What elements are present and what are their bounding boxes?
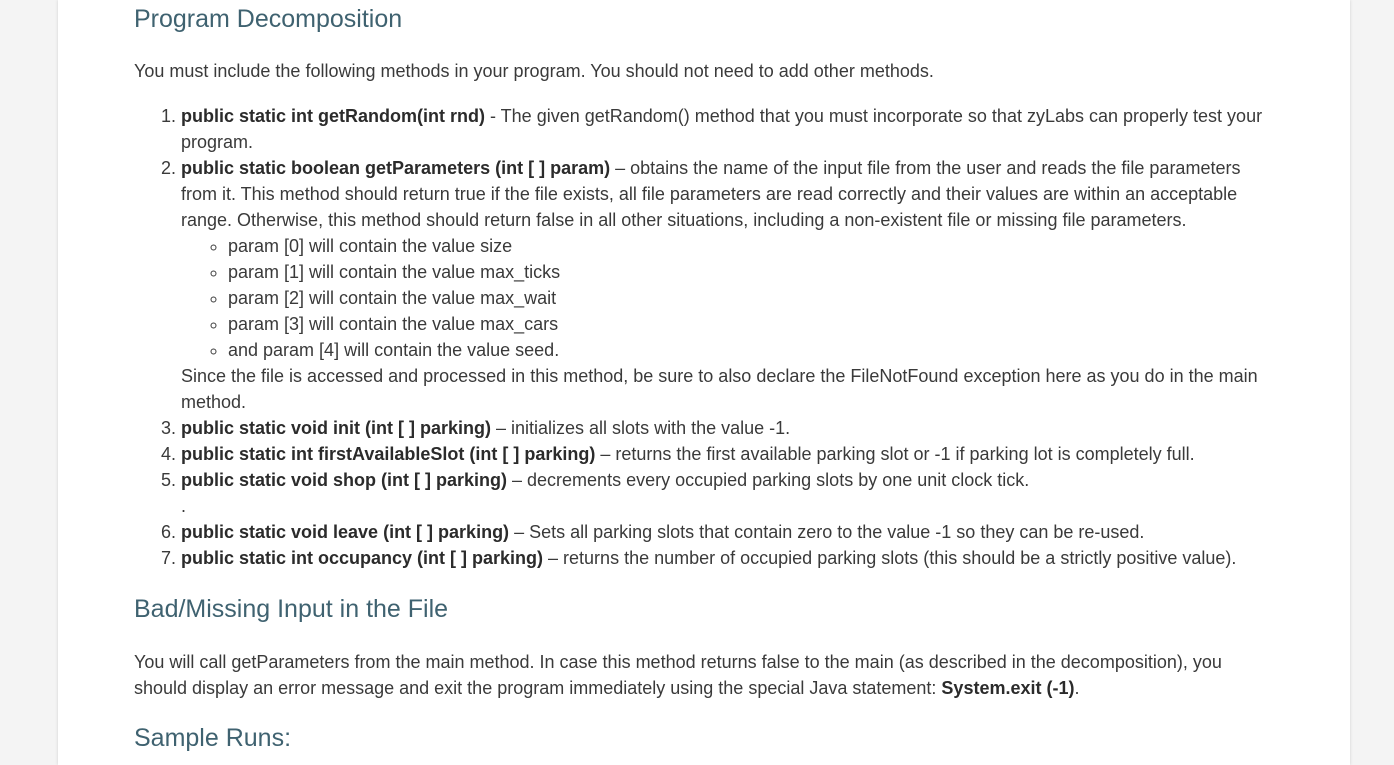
method-list — [134, 103, 1274, 571]
stray-dot: . — [181, 496, 187, 516]
section-heading-bad-input: Bad/Missing Input in the File — [134, 595, 449, 623]
method-signature: public static int firstAvailableSlot (int [ ] parking) — [181, 444, 596, 464]
method-description: - The given getRandom() method that you must incorporate so that zyLabs can properly test your program. — [181, 106, 1263, 152]
method-signature: public static void leave (int [ ] parking) — [181, 522, 510, 542]
method-description: – returns the number of occupied parking slots (this should be a strictly positive value). — [543, 548, 1237, 568]
list-item — [181, 545, 1274, 571]
param-item: ◦ param [3] will contain the value max_cars — [228, 311, 1274, 337]
bad-input-text: You will call getParameters from the main method. In case this method returns false to the main (as described in the decomposition), you should display an error message and exit the program immediately using the special Java statement: — [134, 652, 1222, 698]
param-item: ◦ param [1] will contain the value max_ticks — [228, 259, 1274, 285]
list-item — [181, 415, 1274, 441]
method-description: – initializes all slots with the value -1. — [491, 418, 791, 438]
method-description: – Sets all parking slots that contain zero to the value -1 so they can be re-used. — [509, 522, 1145, 542]
method-description: – returns the first available parking slot or -1 if parking lot is completely full. — [595, 444, 1195, 464]
bad-input-paragraph — [134, 649, 1274, 701]
method-description: – decrements every occupied parking slots by one unit clock tick. — [507, 470, 1030, 490]
section-heading-sample-runs: Sample Runs: — [134, 724, 292, 752]
param-item: ◦ param [0] will contain the value size — [228, 233, 1274, 259]
param-item: ◦ param [2] will contain the value max_wait — [228, 285, 1274, 311]
file-note: Since the file is accessed and processed in this method, be sure to also declare the FileNotFound exception here as you do in the main method. — [181, 366, 1258, 412]
method-signature: public static int occupancy (int [ ] parking) — [181, 548, 544, 568]
method-signature: public static void shop (int [ ] parking) — [181, 470, 508, 490]
method-signature: public static boolean getParameters (int [ ] param) — [181, 158, 611, 178]
list-item — [181, 103, 1274, 155]
param-item: ◦ and param [4] will contain the value seed. — [228, 337, 1274, 363]
list-item — [181, 519, 1274, 545]
param-list — [181, 233, 1274, 363]
method-description: – obtains the name of the input file from the user and reads the file parameters from it. This method should return true if the file exists, all file parameters are read correctly and their values are within an acceptable range. Otherwise, this method should return false in all other situations, including a non-existent file or missing file parameters. — [181, 158, 1241, 230]
list-item — [181, 155, 1274, 415]
method-signature: public static void init (int [ ] parking) — [181, 418, 491, 438]
document-page — [58, 0, 1350, 765]
list-item — [181, 467, 1274, 519]
section-heading-decomposition: Program Decomposition — [134, 5, 403, 33]
intro-paragraph: You must include the following methods in your program. You should not need to add other methods. — [134, 61, 934, 81]
bad-input-end: . — [1074, 678, 1080, 698]
method-signature: public static int getRandom(int rnd) — [181, 106, 485, 126]
list-item — [181, 441, 1274, 467]
exit-statement: System.exit (-1) — [941, 678, 1075, 698]
